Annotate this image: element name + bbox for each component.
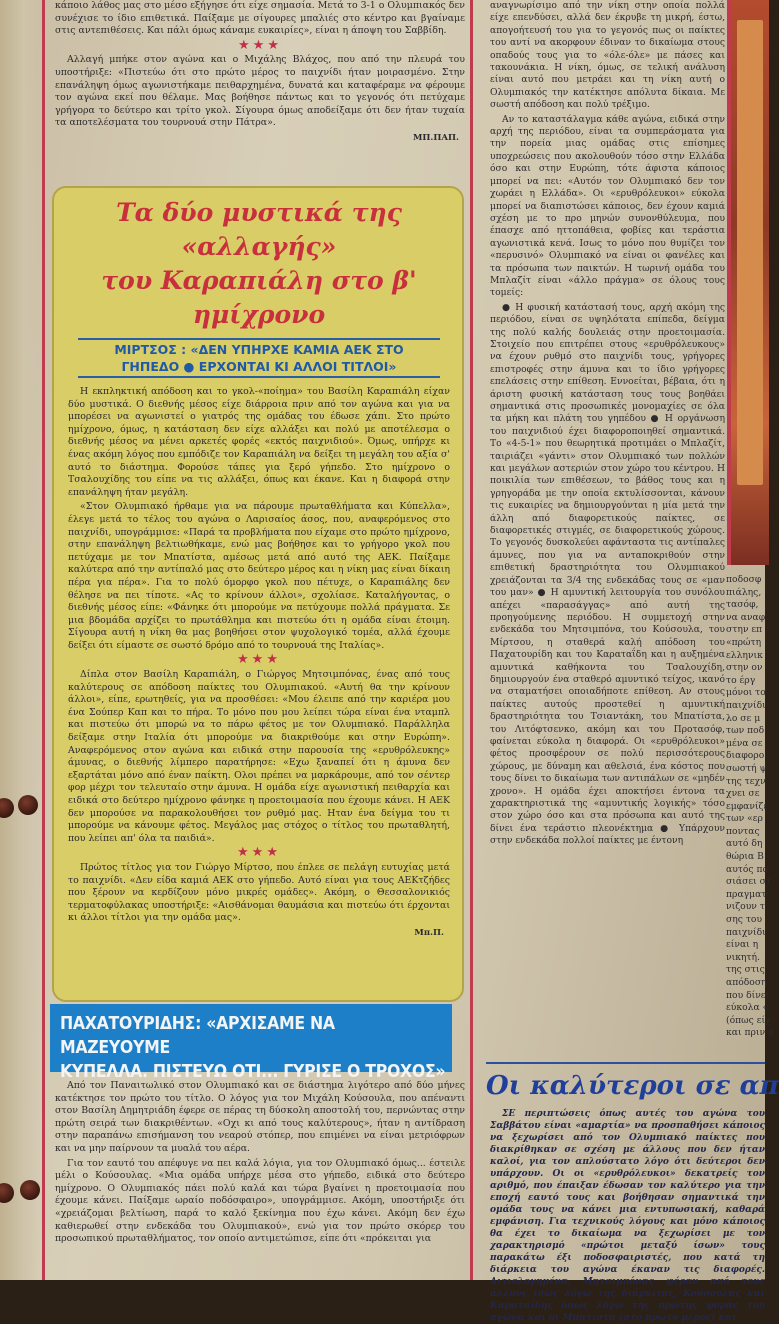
top-article-signature: ΜΠ.ΠΑΠ. bbox=[412, 132, 459, 143]
bottom-article-paragraph: ΣΕ περιπτώσεις όπως αυτές του αγώνα του Σαββάτου είναι «αμαρτία» να προσπαθήσει κάποιος να ξεχωρίσει από τον Ολυμπιακό παίκτες που διακρίθηκαν σε σχέση με άλλους που δεν ήταν καλοί, για τον απλούστατο λόγο ότι δεύτεροι δεν υπάρχουν. Οι οι «ερυθρόλευκοι» δεκατρείς τον αριθμό, που έπαιξαν έδωσαν τον καλύτερο για την εποχή εαυτό τους και βοήθησαν σημαντικά την ομάδα τους να κάνει μια εντυπωσιακή, καθαρά εμφάνιση. Για τεχνικούς λόγους και μόνο κάποιος θα έχει το δικαίωμα να ξεχωρίσει με τον χαρακτηρισμό «πρώτοι μεταξύ ίσων» τους παρακάτω έξι ποδοσφαιριστές, που κατά τη διάρκεια του αγώνα έκαναν τις διαφορές. Αιτιολογημένα, Μητσιμπόνας φέραν από τους άλλους ίσως λόγω της διάρκειας, Κούσουλας και Καραταΐδης όπως λόγω της πρώτης φοράς του αγώνα και οι Μπατίστα (στο πρώτο μέρος) και bbox=[490, 1109, 765, 1323]
banner-headline bbox=[50, 1004, 452, 1082]
right-paragraph-3: ● Η φυσική κατάστασή τους, αρχή ακόμη της περιόδου, είναι σε υψηλότατα επίπεδα, δείγμα της πολύ καλής δουλειάς στην προετοιμασία. Στοιχείο που επιτρέπει στους «ερυθρόλευκους» να έχουν ρυθμό στο παιχνίδι τους, γρήγορες επιστροφές στην άμυνα και το ίδιο γρήγορες επελάσεις στην επίθεση. Εννοείται, βέβαια, ότι η άριστη φυσική κατάσταση τους τους βοηθάει σημαντικά στις προσωπικές μονομαχίες σε όλα τα μήκη και πλάτη του γηπέδου ● Η οργάνωση του παιχνιδιού έχει διαφοροποιηθεί σημαντικά. Το «4-5-1» που θεωρητικά προτιμάει ο Μπλαζίτ, ταιριάζει «γάντι» στον Ολυμπιακό των πολλών και μεγάλων αστεριών στον χώρο του κέντρου. Η ποικιλία των επιθέσεων, το βάθος τους και η γρηγοράδα με την οποία εκτυλίσσονται, κάνουν τις ευκαιρίες να δημιουργούνται η μία μετά την άλλη από διαφορετικούς παίκτες, σε διαφορετικές στιγμές, σε διαφορετικούς χώρους. Το γεγονός δυσκολεύει αφάνταστα τις αντίπαλες άμυνες, που για να ανταποκριθούν στην επιθετική δραστηριότητα του Ολυμπιακού χρειάζονται τα 3/4 της ενδεκάδας τους σε «μαν του μαν» ● Η αμυντική λειτουργία του συνόλου απέχει «παρασάγγας» από αυτή της προηγούμενης περιόδου. Η συμμετοχή στην ενδεκάδα του Μητσιμπόνα, του Κούσουλα, του Μίρτσου, η σταθερά καλή απόδοση του Παχατουρίδη και του Καραταΐδη και η αυξημένα αμυντικά καθήκοντα του Τσαλουχίδη, δημιουργούν ένα σταθερό αμυντικό τείχος, ικανό να σταματήσει οποιαδήποτε επίθεση. Αν στους παίκτες αυτούς προστεθεί η αμυντική δραστηριότητα του Τσιαντάκη, του Μπατίστα, του Λιτόφτσενκο, ακόμη και του Προτασόφ, φαίνεται εύκολα η διαφορά. Οι «ερυθρόλευκοι» φέτος προσφέρουν σε πολύ περισσότερους χώρους, με δύναμη και αθελσιά, ένα κόστος που τους δίνει το δικαίωμα των αντιπάλων σε «μηδέν χρονο». Η ομάδα έχει αποκτήσει έντονα τα χαρακτηριστικά της «αμυντικής λογικής» τόσο στον χώρο όσο και στα πρόσωπα και αυτό της δίνει ένα τεράστιο πλεονέκτημα ● Υπάρχουν στην ενδεκάδα πολλοί παίκτες με έντονη bbox=[490, 301, 725, 847]
far-strip-line: της στις bbox=[726, 964, 765, 976]
far-strip-line: παιχνίδι bbox=[726, 699, 766, 711]
boxed-article bbox=[52, 186, 464, 1002]
far-strip-line: της τεχν bbox=[726, 775, 766, 787]
top-article-lead: κάποιο λάθος μας στο μέσο εξήγησε ότι είχε σημασία. Μετά το 3-1 ο Ολυμπιακός δεν συνέχισε το ίδιο επιθετικά. Παίξαμε με σίγουρες μπαλιές στο κέντρο και βγαίναμε στις αντεπιθέσεις. Και πάλι όμως κάναμε ευκαιρίες», είναι η άποψη του Σαββίδη. bbox=[55, 0, 465, 37]
far-strip-line: παιχνίδι bbox=[726, 926, 766, 938]
boxed-article-subhead bbox=[78, 338, 440, 378]
subhead-line-2: ΓΗΠΕΔΟ ● ΕΡΧΟΝΤΑΙ ΚΙ ΑΛΛΟΙ ΤΙΤΛΟΙ» bbox=[121, 359, 397, 374]
bottom-article-headline: Οι καλύτεροι σε απ bbox=[486, 1062, 765, 1104]
far-right-column bbox=[726, 574, 775, 1062]
far-strip-line: στην επ bbox=[726, 624, 763, 636]
far-strip-line: θώρια Β bbox=[726, 851, 764, 863]
banner-line-1: ΠΑΧΑΤΟΥΡΙΔΗΣ: «ΑΡΧΙΣΑΜΕ ΝΑ ΜΑΖΕΥΟΥΜΕ bbox=[60, 1014, 335, 1058]
far-strip-line: (όπως είχ bbox=[726, 1014, 771, 1026]
boxed-article-body bbox=[68, 386, 450, 940]
right-column-article bbox=[490, 0, 725, 1056]
far-strip-line: αυτός πο bbox=[726, 863, 769, 875]
banner-line-2: ΚΥΠΕΛΛΑ. ΠΙΣΤΕΥΩ ΟΤΙ... ΓΥΡΙΣΕ Ο ΤΡΟΧΟΣ» bbox=[60, 1062, 446, 1082]
headline-line-2: του Καραπιάλη στο β' ημίχρονο bbox=[101, 266, 417, 329]
right-paragraph-1: αναγνωρίσιμο από την νίκη στην οποία πολλά είχε επενδύσει, αλλά δεν έκρυβε τη μικρή, έστω, απογοήτευσή του για το γεγονός πως οι παίκτες του αντί να ακορφουν έδιναν το δικαίωμα στους οπαδούς τους για το «όλε-όλε» με πάσες και τακουνάκια. Η νίκη, όμως, σε τελική ανάλυση είναι αυτό που μετράει και τη νίκη αυτή ο Ολυμπιακός την κατέκτησε απόλυτα δίκαια. Με σωστή απόδοση και πολύ τρέξιμο. bbox=[490, 0, 725, 111]
boxed-paragraph-3: Δίπλα στον Βασίλη Καραπιάλη, ο Γιώργος Μητσιμπόνας, ένας από τους καλύτερους σε απόδοση παίκτες του Ολυμπιακού. «Αυτή θα την κρίνουν άλλοι», είπε, ερωτηθείς, για να προσθέσει: «Μου έλειπε από την καριέρα μου ένα Σούπερ Καπ και το πήρα. Το μόνο που μου λείπει τώρα είναι ένα νταμπλ και πιστεύω ότι μπορώ να το πάρω φέτος με τον Ολυμπιακό. Παράλληλα δείξαμε στην Ιταλία ότι μπορούμε να διακριθούμε και στην Ευρώπη». Αναφερόμενος στον αγώνα και ειδικά στην παρουσία της «ερυθρόλευκης» άμυνας, ο διεθνής λίμπερο παρατήρησε: «Εχω ξαναπεί ότι η άμυνα δεν εξαρτάται μόνο από έναν παίκτη. Ολοι πρέπει να μαρκάρουμε, από τον σέντερ φορ μέχρι τον τελευταίο στην άμυνα. Η ομάδα είχε αγωνιστική πειθαρχία και ειδικά στο δεύτερο ημίχρονο φάνηκε η προετοιμασία που έχουμε κάνει. Η ΑΕΚ δεν μπορούσε να παρακολουθήσει τον ρυθμό μας. Ηταν ένα δείγμα του τι μπορούμε να κάνουμε φέτος. Μεγάλος μας στόχος ο τίτλος του πρωταθλητή, που λείπει απ' όλα τα παιδιά». bbox=[68, 669, 450, 844]
photo-subject bbox=[737, 20, 763, 485]
far-strip-line: απόδοση bbox=[726, 977, 767, 988]
section-stars: ★★★ bbox=[238, 37, 282, 53]
far-strip-line: και πριν α bbox=[726, 1027, 775, 1039]
bottom-article-body bbox=[490, 1108, 765, 1323]
far-strip-line: σωστή ψ bbox=[726, 762, 767, 774]
photo-edge bbox=[727, 0, 769, 565]
far-strip-line: στην ον bbox=[726, 662, 763, 674]
banner-article-paragraph-1: Από τον Παναιτωλικό στον Ολυμπιακό και σε διάστημα λιγότερο από δύο μήνες κατέκτησε τον πρώτο του τίτλο. Ο λόγος για τον Μιχάλη Κούσουλα, που απέναντι στον Βασίλη Δημητριάδη έφερε σε πέρας τη δύσκολη αποστολή του, περνώντας στην πρώτη σειρά των διακριθέντων. «Οχι κι από τους καλύτερους», ήταν η αντίδραση στην παραπάνω επισήμανση του νεαρού στόπερ, που επιμένει να είναι μετριόφρων και να μην παίρνουν τα μυαλά του αέρα. bbox=[55, 1080, 465, 1154]
thumbtack bbox=[18, 795, 38, 815]
boxed-article-headline bbox=[68, 196, 450, 332]
banner-article bbox=[55, 1080, 465, 1280]
boxed-paragraph-1: Η εκπληκτική απόδοση και το γκολ-«ποίημα» του Βασίλη Καραπιάλη είχαν δύο μυστικά. Ο διεθνής μέσος είχε διάρροια πριν από τον αγώνα και για να μπορέσει να αγωνιστεί ο γιατρός της ομάδας του έδωσε χάπι. Στο πρώτο ημίχρονο, όμως, η κατάσταση δεν είχε αλλάξει και πολύ με αποτέλεσμα ο διεθνής μέσος να μένει αρκετές φορές «εκτός παιχνιδιού». Όμως, υπήρχε κι ένας ακόμη λόγος που εμπόδιζε τον Καραπιάλη να δείξει τη μεγάλη του αξία σ' αυτό το διάστημα. Φορούσε τάπες για ξερό γήπεδο. Στο ημίχρονο ο Τσαλουχίδης του είπε να τις αλλάξει, όπως και έκανε. Και η διαφορά στην επανάληψη ήταν μεγάλη. bbox=[68, 386, 450, 498]
far-strip-line: τασόφ, bbox=[726, 599, 759, 611]
far-strip-line: πιάλης, bbox=[726, 586, 762, 598]
far-strip-line: ελληνικ bbox=[726, 649, 763, 661]
far-strip-line: των ποδ bbox=[726, 725, 765, 737]
far-strip-line: είναι η bbox=[726, 939, 759, 951]
far-strip-line: ποντας bbox=[726, 825, 760, 837]
far-strip-line: μένα σε bbox=[726, 737, 763, 749]
top-article bbox=[55, 0, 465, 182]
far-strip-line: νιζουν τ bbox=[726, 901, 765, 913]
far-strip-line: χνει σε bbox=[726, 788, 760, 800]
subhead-line-1: ΜΙΡΤΣΟΣ : «ΔΕΝ ΥΠΗΡΧΕ ΚΑΜΙΑ ΑΕΚ ΣΤΟ bbox=[114, 342, 404, 357]
far-strip-line: εύκολα « bbox=[726, 1002, 769, 1014]
far-strip-line: μόνοι το bbox=[726, 687, 766, 699]
far-strip-line: το έργ bbox=[726, 674, 756, 686]
far-strip-line: διαφορο bbox=[726, 750, 765, 762]
far-strip-line: εμφανίζε bbox=[726, 800, 769, 812]
far-strip-line: πραγματι bbox=[726, 888, 770, 900]
boxed-paragraph-4: Πρώτος τίτλος για τον Γιώργο Μίρτσο, που έπλεε σε πελάγη ευτυχίας μετά το παιχνίδι. «Δεν είδα καμιά ΑΕΚ στο γήπεδο. Αυτό είναι για τους ΑΕΚτζήδες που ξέρουν να κερδίζουν μόνο μικρές ομάδες». Ακόμη, ο Θεσσαλονικιός τερματοφύλακας υποστήριξε: «Αισθάνομαι θαυμάσια και πιστεύω ότι έρχονται κι άλλοι τίτλοι για την ομάδα μας». bbox=[68, 861, 450, 924]
headline-line-1: Τα δύο μυστικά της «αλλαγής» bbox=[116, 198, 402, 261]
far-strip-line: σης του bbox=[726, 914, 763, 926]
right-paragraph-2: Αν το καταστάλαγμα κάθε αγώνα, ειδικά στην αρχή της περιόδου, είναι τα συμπεράσματα για την πορεία μιας ομάδας στις επίσημες υποχρεώσεις που ακολουθούν τόσο στην Ελλάδα όσο και στην Ευρώπη, τότε άφιστα κάποιος μπορεί να πει: «Αυτόν τον Ολυμπιακό δεν τον χωράει η Ελλάδα». Οι «ερυθρόλευκοι» εύκολα μπορεί να διαπιστώσει κάποιος, δεν έχουν καμιά σχέση με το προ μηνών συνονθύλευμα, που έπασχε από ηττοπάθεια, φοβίες και τεράστια αγωνιστικά κενά. Ισως το μόνο που θυμίζει τον «περυσινό» Ολυμπιακό να είναι οι φανέλες και τα πρόσωπα των παικτών. Η τωρινή ομάδα του Μπλαζίτ είναι «άλλο πράγμα» σε όλους τους τομείς: bbox=[490, 113, 725, 299]
far-strip-line: σιάσει στ bbox=[726, 876, 771, 888]
far-strip-line: να αναφ bbox=[726, 611, 766, 623]
far-strip-line: που δίνει bbox=[726, 989, 770, 1001]
boxed-paragraph-2: «Στον Ολυμπιακό ήρθαμε για να πάρουμε πρωταθλήματα και Κύπελλα», έλεγε μετά το τέλος του αγώνα ο Λαρισαίος άσος, που, αναφερόμενος στο παιχνίδι, υπογράμμισε: «Παρά τα προβλήματα που είχαμε στο πρώτο ημίχρονο, στην επανάληψη βελτιωθήκαμε, ενώ μας βοήθησε και το γρήγορο γκολ που πετύχαμε με τον Μπατίστα, αμέσως μετά από αυτό της ΑΕΚ. Παίξαμε καλύτερα από την αντίπαλό μας στο δεύτερο μέρος και η νίκη μας είναι δίκαιη πέρα για πέρα». Για το πολύ όμορφο γκολ που πέτυχε, ο Καραπιάλης δεν θέλησε να πει τίποτε. «Ας το κρίνουν άλλοι», σχολίασε. Καταλήγοντας, ο διεθνής μέσος είπε: «Φάνηκε ότι μπορούμε να πετύχουμε πολλά πράγματα. Σε μια βδομάδα αρχίζει το πρωτάθλημα και πιστεύω ότι η ομάδα είναι έτοιμη. Σίγουρα αυτή η νίκη θα μας βοηθήσει στον ψυχολογικό τομέα, αλλά έχουμε δείξει ότι είμαστε σε σωστό δρόμο από το τουρνουά της Ιταλίας». bbox=[68, 501, 450, 651]
column-rule-center bbox=[470, 0, 473, 1280]
far-strip-line: ποδοσφ bbox=[726, 574, 762, 585]
far-strip-line: νικητή. bbox=[726, 951, 760, 963]
banner-article-paragraph-2: Για τον εαυτό του απέφυγε να πει καλά λόγια, για τον Ολυμπιακό όμως... έστειλε μέλι ο Κούσουλας. «Μια ομάδα υπήρχε μέσα στο γήπεδο, ειδικά στο δεύτερο ημίχρονο. Ο Ολυμπιακός πάει πολύ καλά και τώρα βγαίνει η προετοιμασία που έχουμε κάνει. Παίξαμε ωραίο ποδόσφαιρο», υπογράμμισε. Ακόμη, υποστήριξε ότι «χρειάζομαι βελτίωση, παρά το καλό ξεκίνημα που έχω κάνει. Ακόμη δεν έχω καθιερωθεί στην ενδεκάδα του Ολυμπιακού», ενώ για τον πρώτο σκόρερ του προσωπικού πρωταθλήματος, τον οποίο αντιμετώπισε, είπε ότι «πρόκειται για bbox=[55, 1157, 465, 1245]
boxed-article-content bbox=[68, 188, 450, 942]
boxed-article-signature: Μπ.Π. bbox=[414, 927, 444, 938]
far-strip-line: «πρώτη bbox=[726, 636, 762, 648]
column-rule-left bbox=[42, 0, 45, 1280]
thumbtack bbox=[20, 1180, 40, 1200]
boxed-stars-1: ★★★ bbox=[237, 652, 281, 668]
page-edge-shadow bbox=[0, 0, 40, 1280]
far-strip-line: αυτό δη bbox=[726, 838, 763, 850]
boxed-stars-2: ★★★ bbox=[237, 845, 281, 861]
far-strip-line: των «ερ bbox=[726, 813, 763, 825]
far-strip-line: λο σε μ bbox=[726, 712, 761, 724]
top-article-paragraph: Αλλαγή μπήκε στον αγώνα και ο Μιχάλης Βλάχος, που από την πλευρά του υποστήριξε: «Πιστεύω ότι στο πρώτο μέρος το παιχνίδι ήταν μοιρασμένο. Στην επανάληψη όμως αγωνιστήκαμε πειθαρχημένα, δυνατά και καταφέραμε να φέρουμε τον αγώνα εκεί που θέλαμε. Μας βοήθησε πάντως και το γεγονός ότι πετύχαμε γρήγορα το δεύτερο και τρίτο γκολ. Σίγουρα όμως αποδείξαμε ότι δεν ήταν τυχαία τα αποτελέσματα του τουρνουά στην Πάτρα». bbox=[55, 54, 465, 129]
